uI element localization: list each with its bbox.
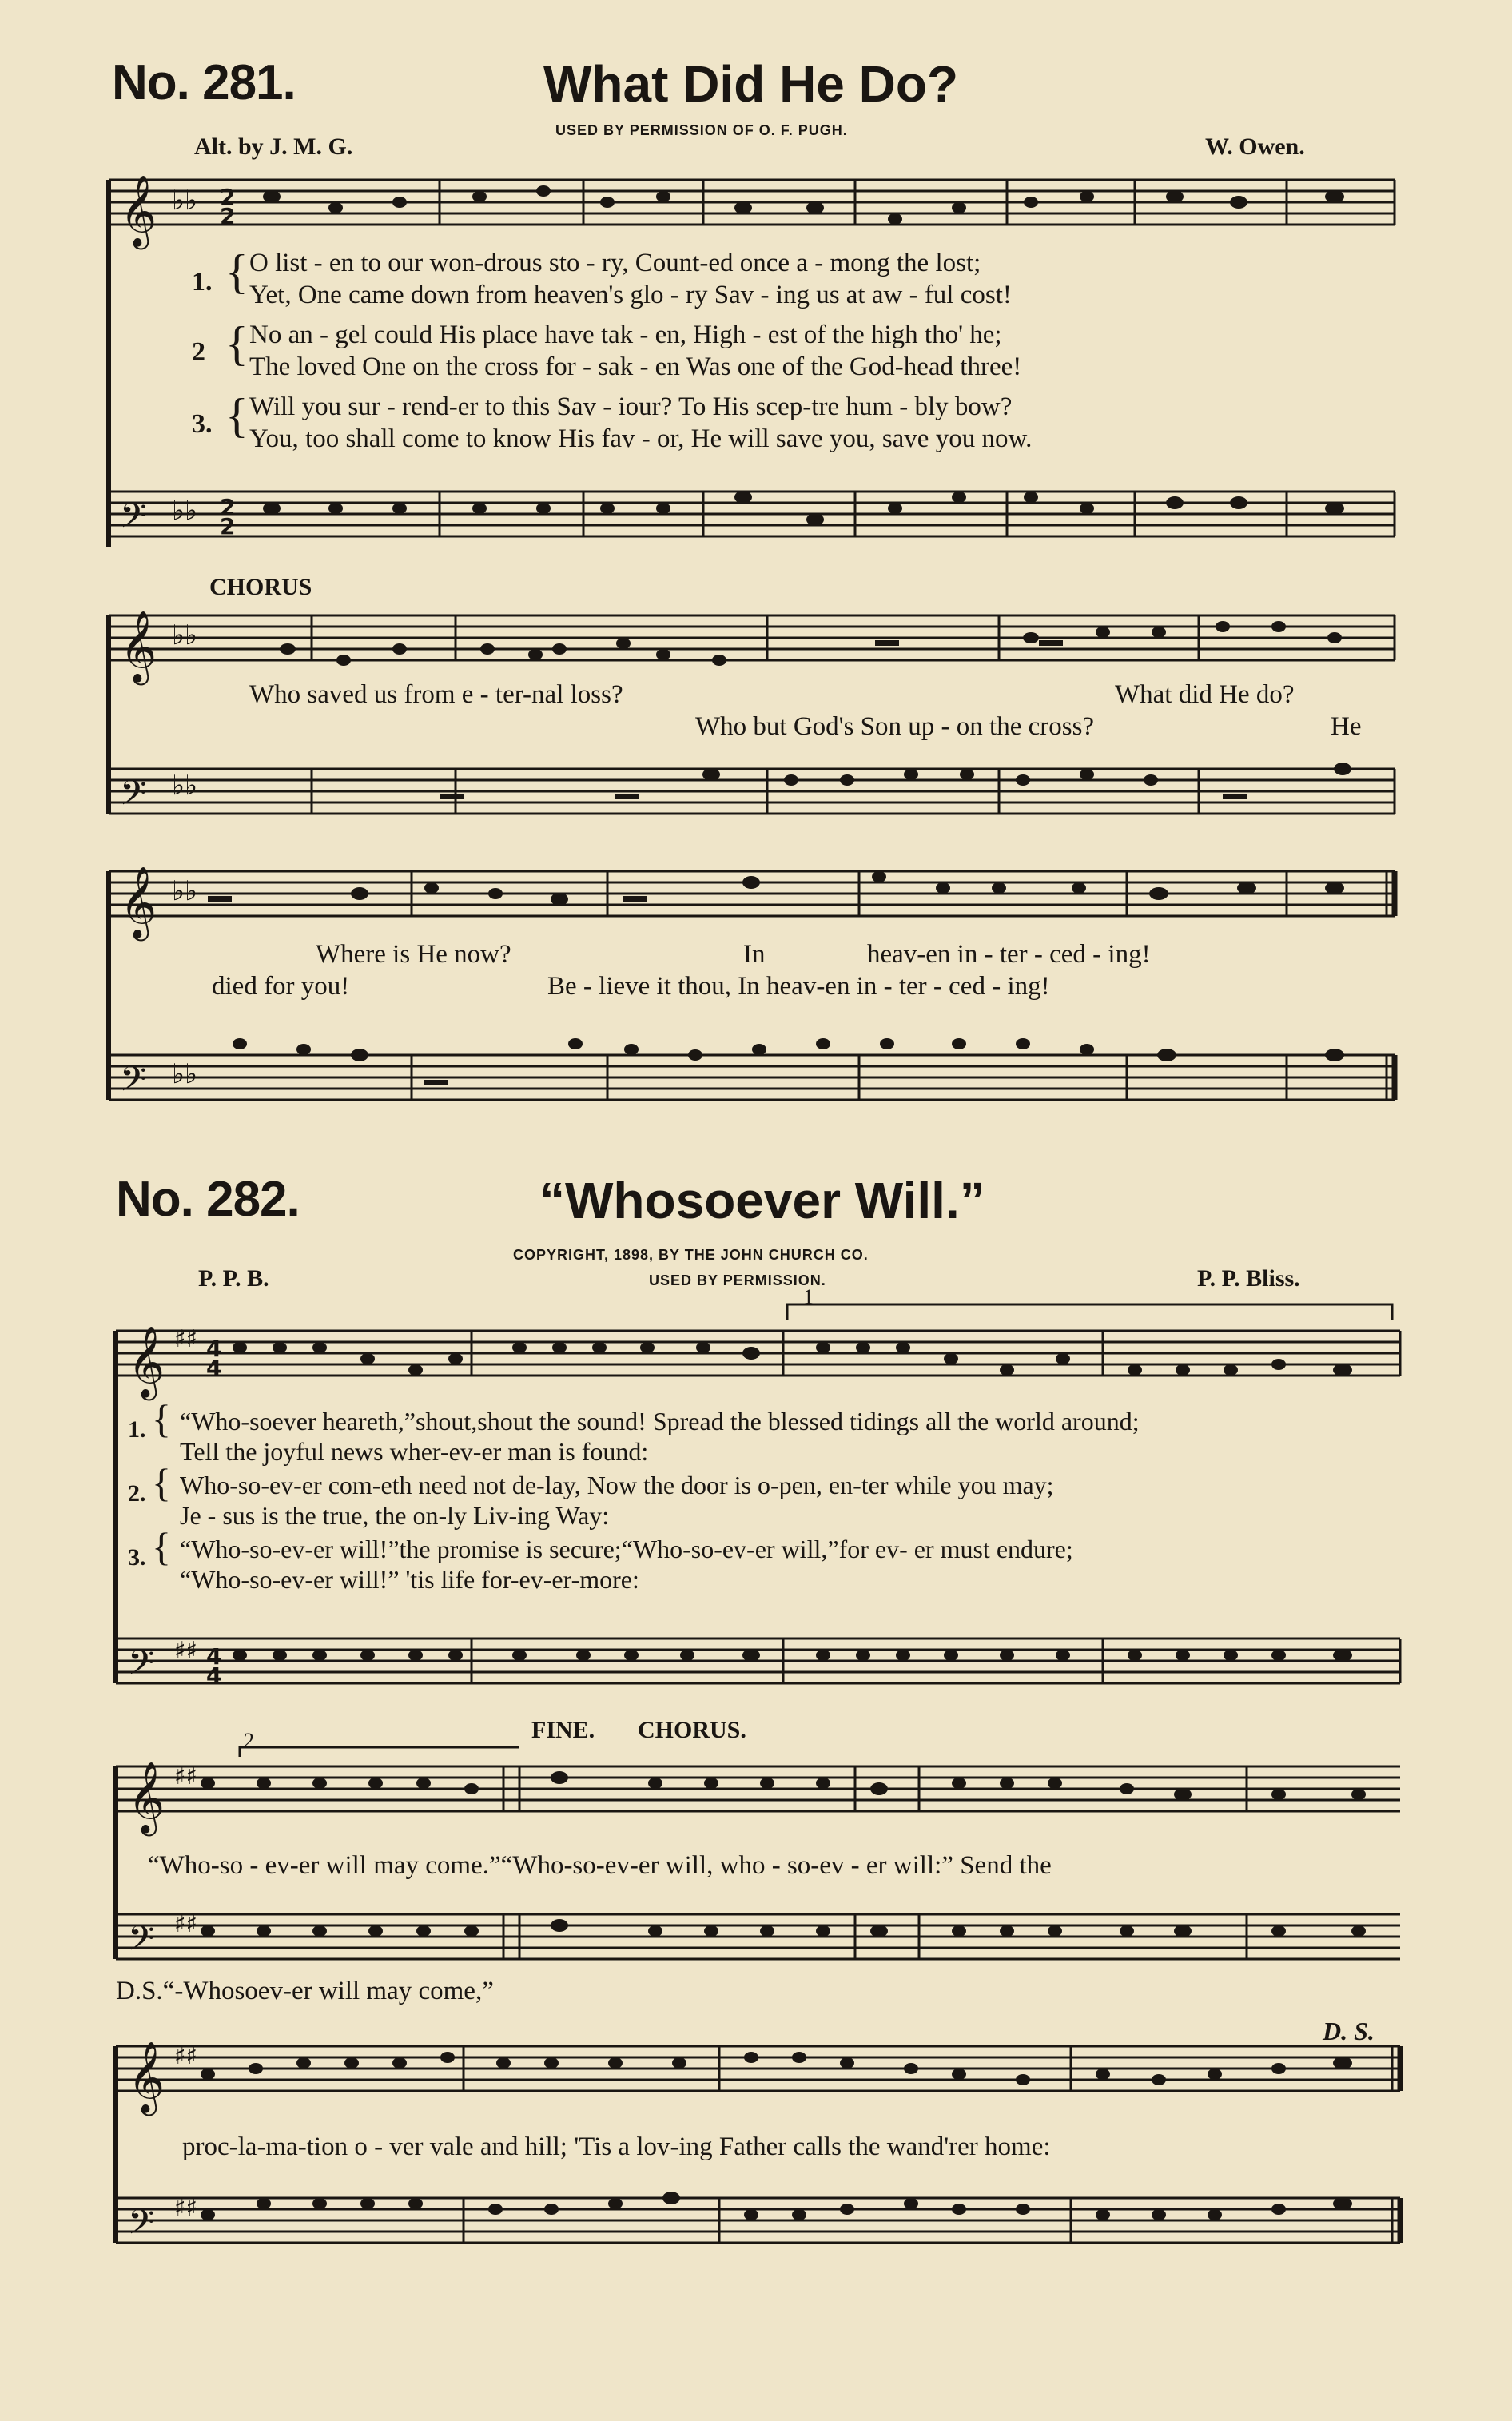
brace: { xyxy=(152,1396,171,1441)
svg-text:♭♭: ♭♭ xyxy=(172,495,198,527)
verse-number: 3. xyxy=(192,409,213,439)
treble-clef-icon: 𝄞 xyxy=(128,2041,165,2113)
chorus-lyric: Who saved us from e - ter-nal loss? xyxy=(249,680,623,709)
chorus-lyric: Be - lieve it thou, In heav-en in - ter - ced - ing! xyxy=(547,972,1050,1001)
chorus-lyric: “Who-so - ev-er will may come.”“Who-so-ev-er will, who - so-ev - er will:” Send the xyxy=(148,1851,1052,1880)
brace: { xyxy=(225,245,249,298)
fine-label: FINE. xyxy=(531,1717,595,1743)
verse-1-line-2: Yet, One came down from heaven's glo - ry Sav - ing us at aw - ful cost! xyxy=(249,281,1012,309)
brace: { xyxy=(152,1524,171,1569)
svg-text:2: 2 xyxy=(220,494,236,520)
ds-lyric: D.S.“-Whosoev-er will may come,” xyxy=(116,1977,494,2005)
svg-text:♭♭: ♭♭ xyxy=(172,770,198,802)
svg-text:♯♯: ♯♯ xyxy=(174,2194,198,2222)
brace: { xyxy=(152,1460,171,1505)
svg-text:4: 4 xyxy=(206,1643,222,1670)
svg-text:2: 2 xyxy=(220,184,236,210)
verse-3-line-1: Will you sur - rend-er to this Sav - iour? To His scep-tre hum - bly bow? xyxy=(249,392,1013,421)
svg-text:2: 2 xyxy=(220,513,236,540)
chorus-lyric: Where is He now? xyxy=(316,940,511,969)
svg-text:2: 2 xyxy=(220,203,236,229)
svg-text:♯♯: ♯♯ xyxy=(174,2042,198,2070)
svg-text:4: 4 xyxy=(206,1355,222,1381)
verse-number: 3. xyxy=(128,1544,146,1571)
verse-number: 1. xyxy=(192,267,213,297)
permission-note: USED BY PERMISSION OF O. F. PUGH. xyxy=(555,122,848,138)
verse-2-line-1: Who-so-ev-er com-eth need not de-lay, Now the door is o-pen, en-ter while you may; xyxy=(180,1471,1054,1499)
verse-1-line-2: Tell the joyful news wher-ev-er man is found: xyxy=(180,1437,649,1466)
verse-3-line-1: “Who-so-ev-er will!”the promise is secure;“Who-so-ev-er will,”for ev- er must endure; xyxy=(180,1535,1073,1563)
bass-clef-icon: 𝄢 xyxy=(128,2203,155,2251)
verse-number: 2. xyxy=(128,1480,146,1507)
ds-label: D. S. xyxy=(1323,2017,1375,2045)
svg-text:4: 4 xyxy=(206,1662,222,1689)
verse-2-line-2: The loved One on the cross for - sak - en Was one of the God-head three! xyxy=(249,352,1022,381)
chorus-lyric: Who but God's Son up - on the cross? xyxy=(695,712,1095,741)
music-credit: W. Owen. xyxy=(1205,133,1305,160)
treble-clef-icon: 𝄞 xyxy=(120,611,157,683)
copyright-note: COPYRIGHT, 1898, BY THE JOHN CHURCH CO. xyxy=(513,1247,869,1263)
music-credit: P. P. Bliss. xyxy=(1197,1265,1300,1292)
verse-3-line-2: You, too shall come to know His fav - or, He will save you, save you now. xyxy=(249,424,1033,453)
first-ending-label: 1 xyxy=(803,1285,814,1308)
verse-number: 1. xyxy=(128,1416,146,1443)
chorus-lyric: He xyxy=(1331,712,1362,741)
svg-text:♯♯: ♯♯ xyxy=(174,1910,198,1938)
verse-1-line-1: O list - en to our won-drous sto - ry, Count-ed once a - mong the lost; xyxy=(249,249,981,277)
svg-text:♯♯: ♯♯ xyxy=(174,1637,198,1665)
treble-clef-icon: 𝄞 xyxy=(120,175,157,247)
svg-text:♯♯: ♯♯ xyxy=(174,1325,198,1353)
words-credit: P. P. B. xyxy=(198,1265,269,1292)
bass-clef-icon: 𝄢 xyxy=(128,1919,155,1967)
treble-clef-icon: 𝄞 xyxy=(128,1762,165,1834)
verse-number: 2 xyxy=(192,337,205,367)
hymn-number: No. 281. xyxy=(112,55,296,110)
svg-text:♭♭: ♭♭ xyxy=(172,1058,198,1090)
verse-3-line-2: “Who-so-ev-er will!” 'tis life for-ev-er-more: xyxy=(180,1565,639,1594)
chorus-lyric: proc-la-ma-tion o - ver vale and hill; 'Tis a lov-ing Father calls the wand'rer home: xyxy=(182,2132,1051,2161)
verse-2-line-1: No an - gel could His place have tak - en, High - est of the high tho' he; xyxy=(249,321,1002,349)
hymn-title: What Did He Do? xyxy=(543,55,959,113)
chorus-lyric: What did He do? xyxy=(1115,680,1295,709)
chorus-label: CHORUS xyxy=(209,574,312,600)
brace: { xyxy=(225,389,249,442)
words-credit: Alt. by J. M. G. xyxy=(194,133,353,160)
chorus-label: CHORUS. xyxy=(638,1717,746,1743)
bass-clef-icon: 𝄢 xyxy=(120,1060,147,1108)
second-ending-label: 2 xyxy=(244,1729,254,1752)
svg-text:♭♭: ♭♭ xyxy=(172,619,198,651)
verse-1-line-1: “Who-soever heareth,”shout,shout the sound! Spread the blessed tidings all the world around; xyxy=(180,1407,1140,1435)
bass-clef-icon: 𝄢 xyxy=(120,774,147,822)
chorus-lyric: died for you! xyxy=(212,972,350,1001)
bass-clef-icon: 𝄢 xyxy=(128,1643,155,1691)
svg-text:♯♯: ♯♯ xyxy=(174,1762,198,1790)
treble-clef-icon: 𝄞 xyxy=(120,866,157,938)
chorus-lyric: heav-en in - ter - ced - ing! xyxy=(867,940,1151,969)
verse-2-line-2: Je - sus is the true, the on-ly Liv-ing Way: xyxy=(180,1501,610,1530)
chorus-lyric: In xyxy=(743,940,766,969)
treble-clef-icon: 𝄞 xyxy=(128,1326,165,1398)
svg-text:♭♭: ♭♭ xyxy=(172,185,198,217)
svg-text:4: 4 xyxy=(206,1336,222,1362)
svg-text:♭♭: ♭♭ xyxy=(172,875,198,907)
permission-note: USED BY PERMISSION. xyxy=(649,1272,826,1288)
hymn-title: “Whosoever Will.” xyxy=(539,1172,985,1229)
bass-clef-icon: 𝄢 xyxy=(120,496,147,544)
hymn-number: No. 282. xyxy=(116,1172,300,1227)
brace: { xyxy=(225,317,249,370)
